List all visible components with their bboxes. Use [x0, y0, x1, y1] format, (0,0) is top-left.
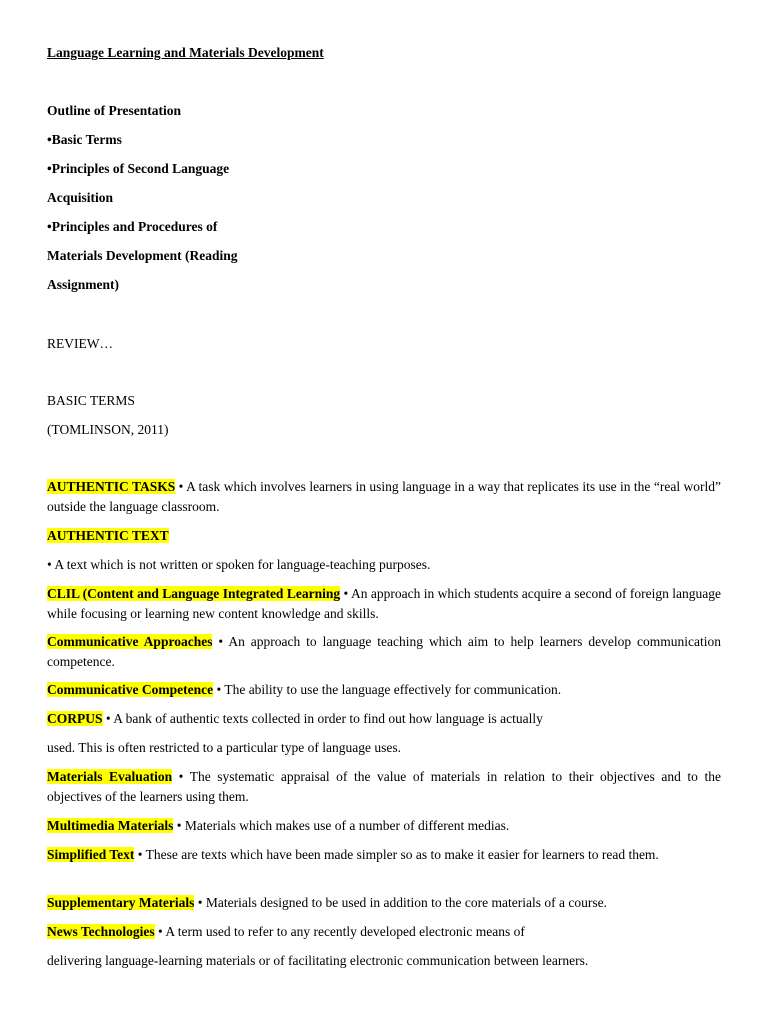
term-entry [47, 526, 721, 546]
basic-terms-source: (TOMLINSON, 2011) [47, 422, 169, 437]
term-entry [47, 845, 721, 865]
term-entry [47, 893, 721, 913]
outline-line: Acquisition [47, 190, 114, 205]
outline-line: Materials Development (Reading [47, 248, 238, 263]
term-entry [47, 709, 721, 729]
term-label: News Technologies [47, 924, 155, 939]
term-definition: • An approach in which students acquire a second of foreign language while focusing or learning new content knowledge and skills. [47, 586, 721, 621]
term-entry [47, 632, 721, 672]
term-label: Multimedia Materials [47, 818, 174, 833]
term-entry [47, 584, 721, 624]
term-definition: • An approach to language teaching which aim to help learners develop communication competence. [47, 634, 721, 669]
term-definition: • The ability to use the language effectively for communication. [213, 682, 562, 697]
term-entry [47, 680, 721, 700]
term-definition: • A term used to refer to any recently developed electronic means of [154, 924, 525, 939]
outline-line: •Basic Terms [47, 132, 122, 147]
term-definition: • Materials designed to be used in addition to the core materials of a course. [194, 895, 607, 910]
term-label: CLIL (Content and Language Integrated Learning [47, 586, 341, 601]
term-entry [47, 767, 721, 807]
basic-terms-heading: BASIC TERMS [47, 393, 135, 408]
term-label: Supplementary Materials [47, 895, 195, 910]
outline-line: Assignment) [47, 277, 120, 292]
term-definition-continued: delivering language-learning materials or of facilitating electronic communication between learners. [47, 953, 589, 968]
document-title: Language Learning and Materials Development [47, 45, 324, 60]
term-label: Communicative Approaches [47, 634, 213, 649]
term-label: Simplified Text [47, 847, 135, 862]
term-label: AUTHENTIC TASKS [47, 479, 176, 494]
term-definition: • A task which involves learners in using language in a way that replicates its use in the “real world” outside the language classroom. [47, 479, 721, 514]
term-definition: • These are texts which have been made simpler so as to make it easier for learners to read them. [134, 847, 659, 862]
term-entry [47, 922, 721, 942]
term-label: CORPUS [47, 711, 103, 726]
term-label: Materials Evaluation [47, 769, 173, 784]
outline-line: •Principles and Procedures of [47, 219, 218, 234]
term-definition: • A bank of authentic texts collected in order to find out how language is actually [102, 711, 543, 726]
term-definition-continued: used. This is often restricted to a particular type of language uses. [47, 740, 402, 755]
term-definition: • The systematic appraisal of the value of materials in relation to their objectives and to the objectives of the learners using them. [47, 769, 721, 804]
term-entry [47, 816, 721, 836]
term-label: AUTHENTIC TEXT [47, 528, 169, 543]
review-label: REVIEW… [47, 336, 113, 351]
outline-heading: Outline of Presentation [47, 103, 181, 118]
outline-line: •Principles of Second Language [47, 161, 230, 176]
term-label: Communicative Competence [47, 682, 214, 697]
term-definition: • A text which is not written or spoken for language-teaching purposes. [47, 557, 431, 572]
term-definition: • Materials which makes use of a number of different medias. [173, 818, 510, 833]
term-entry [47, 477, 721, 517]
